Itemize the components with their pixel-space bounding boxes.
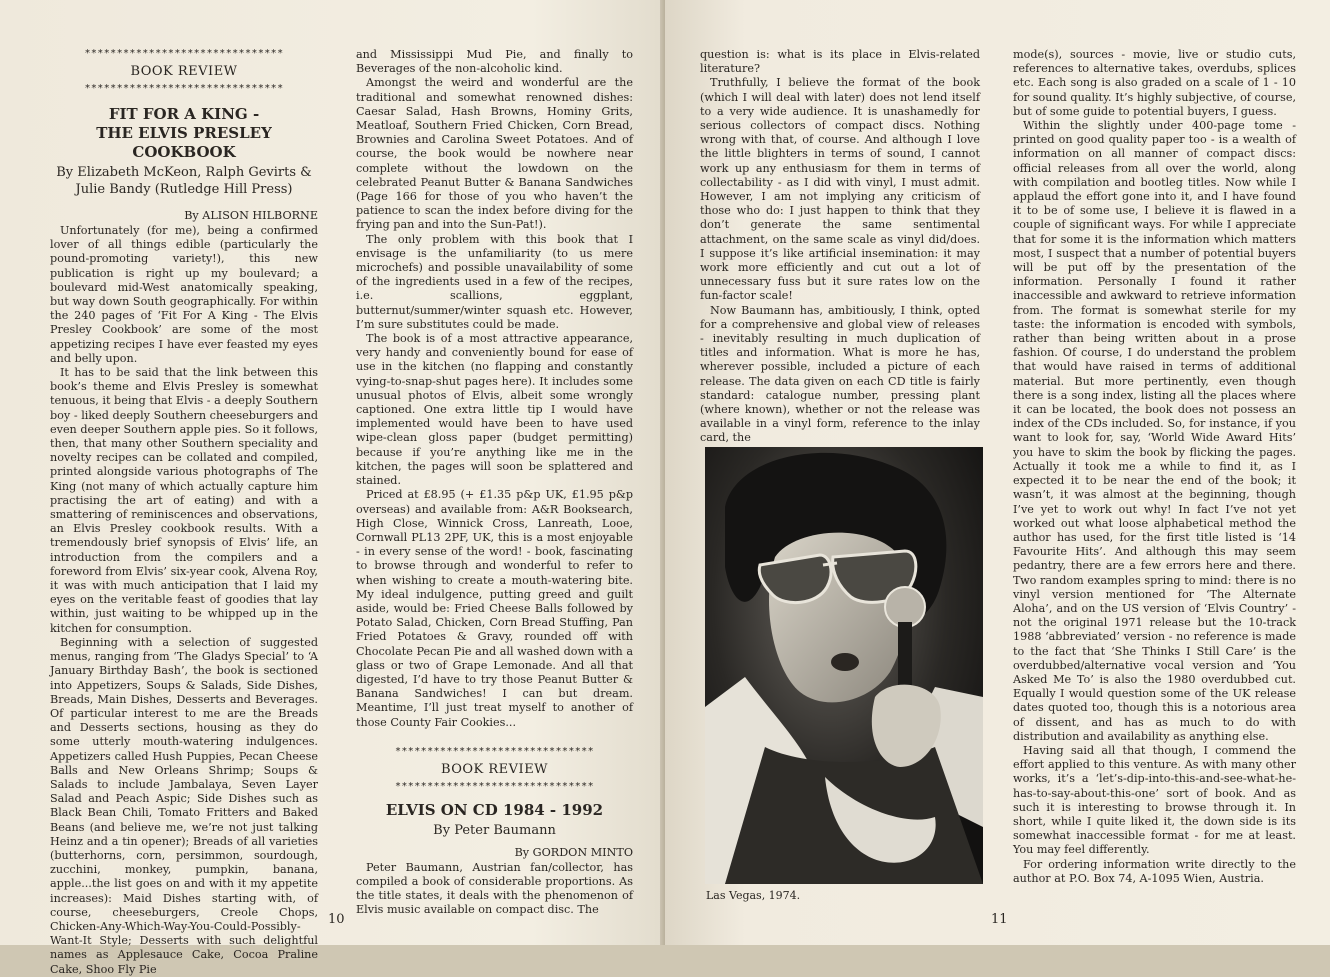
- paragraph: Priced at £8.95 (+ £1.35 p&p UK, £1.95 p&p overseas) and available from: A&R Booksearch, High Close, Winnick Cross, Lanreath, Looe, Cornwall PL13 2PF, UK, this is a most enjoyable - in every sense of the word! - book, fascinating to browse through and wonderful to refer to when wishing to create a mouth-watering bite. My ideal indulgence, putting greed and guilt aside, would be: Fried Cheese Balls followed by Potato Salad, Chicken, Corn Bread Stuffing, Pan Fried Potatoes & Gravy, rounded off with Chocolate Pecan Pie and all washed down with a glass or two of Grape Lemonade. And all that digested, I’d have to try those Peanut Butter & Banana Sandwiches! I can but dream. Meantime, I’ll just treat myself to another of those County Fair Cookies...: [356, 488, 633, 729]
- article-subtitle: Julie Bandy (Rutledge Hill Press): [75, 182, 293, 197]
- section-kicker: BOOK REVIEW: [440, 761, 549, 777]
- paragraph: The only problem with this book that I envisage is the unfamiliarity (to us mere microchefs) and possible unavailability of some of the ingredients used in a few of the recipes, i.e. scallions, eggplant, butternut/summer/winter squash etc. However, I’m sure substitutes could be made.: [356, 232, 633, 331]
- article-title: THE ELVIS PRESLEY COOKBOOK: [96, 124, 272, 161]
- paragraph: mode(s), sources - movie, live or studio cuts, references to alternative takes, overdubs, splices etc. Each song is also graded on a scale of 1 - 10 for sound quality. It’s highly subjective, of course, but of some guide to potential buyers, I guess.: [1013, 48, 1296, 118]
- paragraph: and Mississippi Mud Pie, and finally to Beverages of the non-alcoholic kind.: [356, 48, 633, 76]
- article-subtitle: By Elizabeth McKeon, Ralph Gevirts &: [56, 165, 312, 180]
- page-number: 11: [991, 912, 1008, 927]
- paragraph: Within the slightly under 400-page tome - printed on good quality paper too - is a wealth of information on all manner of compact discs: official releases from all over the world, along with compilation and bootleg titles. Now while I applaud the effort gone into it, and I have found it to be of some use, I believe it is flawed in a couple of significant ways. For while I appreciate that for some it is the information which matters most, I suspect that a number of potential buyers will be put off by the presentation of the information. Personally I found it rather inaccessible and awkward to retrieve information from. The format is somewhat sterile for my taste: the information is encoded with symbols, rather than being written about in a prose fashion. Of course, I do understand the problem that would have raised in terms of additional material. But more pertinently, even though there is a song index, listing all the places where it can be located, the book does not possess an index of the CDs included. So, for instance, if you want to look for, say, ‘World Wide Award Hits’ you have to skim the book by flicking the pages. Actually it took me a while to find it, as I expected it to be near the end of the book; it wasn’t, it was almost at the beginning, though I’ve yet to work out why! In fact I’ve not yet worked out what loose alphabetical method the author has used, for the first title listed is ‘14 Favourite Hits’. And although this may seem pedantry, there are a few errors here and there. Two random examples spring to mind: there is no vinyl version mentioned for ‘The Alternate Aloha’, and on the US version of ‘Elvis Country’ - not the original 1971 release but the 10-track 1988 ‘abbreviated’ version - no reference is made to the fact that ‘She Thinks I Still Care’ is the overdubbed/alternative vocal version and ‘You Asked Me To’ is also the 1980 overdubbed cut. Equally I would question some of the UK release dates quoted too, though this is a notorious area of dissent, and has as much to do with distribution and availability as anything else.: [1013, 119, 1296, 743]
- page-number: 10: [328, 912, 345, 927]
- stars-divider: *******************************: [84, 83, 284, 94]
- right-column-1: [700, 48, 980, 446]
- paragraph: Truthfully, I believe the format of the book (which I will deal with later) does not lend itself to a very wide audience. It is unashamedly for serious collectors of compact discs. Nothing wrong with that, of course. And although I love the little blighters in terms of sound, I cannot work up any enthusiasm for them in terms of collectability - as I did with vinyl, I must admit. However, I am not implying any criticism of those who do: I just happen to think that they don’t generate the same sentimental attachment, on the same scale as vinyl did/does. I suppose it’s like artificial insemination: it may work more efficiently and cut out a lot of unnecessary fuss but it sure rates low on the fun-factor scale!: [700, 76, 980, 303]
- paragraph: It has to be said that the link between this book’s theme and Elvis Presley is somewhat tenuous, it being that Elvis - a deeply Southern boy - liked deeply Southern cheeseburgers and even deeper Southern apple pies. So it follows, then, that many other Southern speciality and novelty recipes can be collated and compiled, printed alongside various photographs of The King (not many of which actually capture him practising the art of eating) and with a smattering of reminiscences and observations, an Elvis Presley cookbook results. With a tremendously brief synopsis of Elvis’ life, an introduction from the compilers and a foreword from Elvis’ six-year cook, Alvena Roy, it was with much anticipation that I laid my eyes on the veritable feast of goodies that lay within, just waiting to be whipped up in the kitchen for consumption.: [50, 366, 318, 635]
- left-column-2: [356, 48, 633, 918]
- article-subtitle: By Peter Baumann: [433, 822, 556, 838]
- paragraph: The book is of a most attractive appearance, very handy and conveniently bound for ease of use in the kitchen (no flapping and constantly vying-to-snap-shut pages here). It includes some unusual photos of Elvis, albeit some wrongly captioned. One extra little tip I would have implemented would have been to have used wipe-clean gloss paper (budget permitting) because if you’re anything like me in the kitchen, the pages will soon be splattered and stained.: [356, 332, 633, 488]
- photo-caption: Las Vegas, 1974.: [706, 889, 801, 902]
- paragraph: Beginning with a selection of suggested menus, ranging from ‘The Gladys Special’ to ‘A January Birthday Bash’, the book is sectioned into Appetizers, Soups & Salads, Side Dishes, Breads, Main Dishes, Desserts and Beverages. Of particular interest to me are the Breads and Desserts sections, housing as they do some utterly mouth-watering indulgences. Appetizers called Hush Puppies, Pecan Cheese Balls and New Orleans Shrimp; Soups & Salads to include Jambalaya, Seven Layer Salad and Peach Aspic; Side Dishes such as Black Bean Chili, Tomato Fritters and Baked Beans (and believe me, we’re not just talking Heinz and a tin opener); Breads of all varieties (butterhorns, corn, persimmon, sourdough, zucchini, monkey, pumpkin, banana, apple...the list goes on and with it my appetite increases): Maid Dishes starting with, of course, cheeseburgers, Creole Chops, Chicken-Any-Which-Way-You-Could-Possibly-Want-It Style; Desserts with such delightful names as Applesauce Cake, Cocoa Praline Cake, Shoo Fly Pie: [50, 635, 318, 976]
- right-column-2: [1013, 48, 1296, 886]
- paragraph: Having said all that though, I commend the effort applied to this venture. As with many other works, it’s a ‘let’s-dip-into-this-and-see-what-he-has-to-say-about-this-one’ sort of book. And as such it is interesting to browse through it. In short, while I quite liked it, the down side is its somewhat inaccessible format - for me at least. You may feel differently.: [1013, 743, 1296, 857]
- article-title: ELVIS ON CD 1984 - 1992: [385, 800, 604, 819]
- stars-divider: *******************************: [84, 48, 284, 59]
- author-byline: By ALISON HILBORNE: [184, 209, 318, 222]
- left-column-1: [50, 48, 318, 977]
- paragraph: Unfortunately (for me), being a confirmed lover of all things edible (particularly the pound-promoting variety!), this new publication is right up my boulevard; a boulevard mid-West anatomically speaking, but way down South geographically. For within the 240 pages of ‘Fit For A King - The Elvis Presley Cookbook’ are some of the most appetizing recipes I have ever feasted my eyes and belly upon.: [50, 224, 318, 365]
- paragraph: Amongst the weird and wonderful are the traditional and somewhat renowned dishes: Caesar Salad, Hash Browns, Hominy Grits, Meatloaf, Southern Fried Chicken, Corn Bread, Brownies and Carolina Sweet Potatoes. And of course, the book would be nowhere near complete without the lowdown on the celebrated Peanut Butter & Banana Sandwiches (Page 166 for those of you who haven’t the patience to scan the index before diving for the frying pan and into the Sun-Pat!).: [356, 76, 633, 232]
- author-byline: By GORDON MINTO: [514, 845, 633, 859]
- elvis-concert-photo: [705, 447, 983, 884]
- stars-divider: *******************************: [394, 780, 595, 792]
- stars-divider: *******************************: [394, 745, 595, 757]
- paragraph: question is: what is its place in Elvis-related literature?: [700, 48, 980, 76]
- article-title: FIT FOR A KING -: [108, 105, 260, 123]
- paragraph: Now Baumann has, ambitiously, I think, opted for a comprehensive and global view of releases - inevitably resulting in much duplication of titles and information. What is more he has, wherever possible, included a picture of each release. The data given on each CD title is fairly standard: catalogue number, pressing plant (where known), whether or not the release was available in a vinyl form, reference to the inlay card, the: [700, 303, 980, 445]
- paragraph: Peter Baumann, Austrian fan/collector, has compiled a book of considerable proportions. As the title states, it deals with the phenomenon of Elvis music available on compact disc. The: [356, 860, 633, 917]
- paragraph: For ordering information write directly to the author at P.O. Box 74, A-1095 Wien, Austria.: [1013, 857, 1296, 885]
- left-page: [0, 0, 665, 976]
- section-kicker: BOOK REVIEW: [130, 64, 238, 79]
